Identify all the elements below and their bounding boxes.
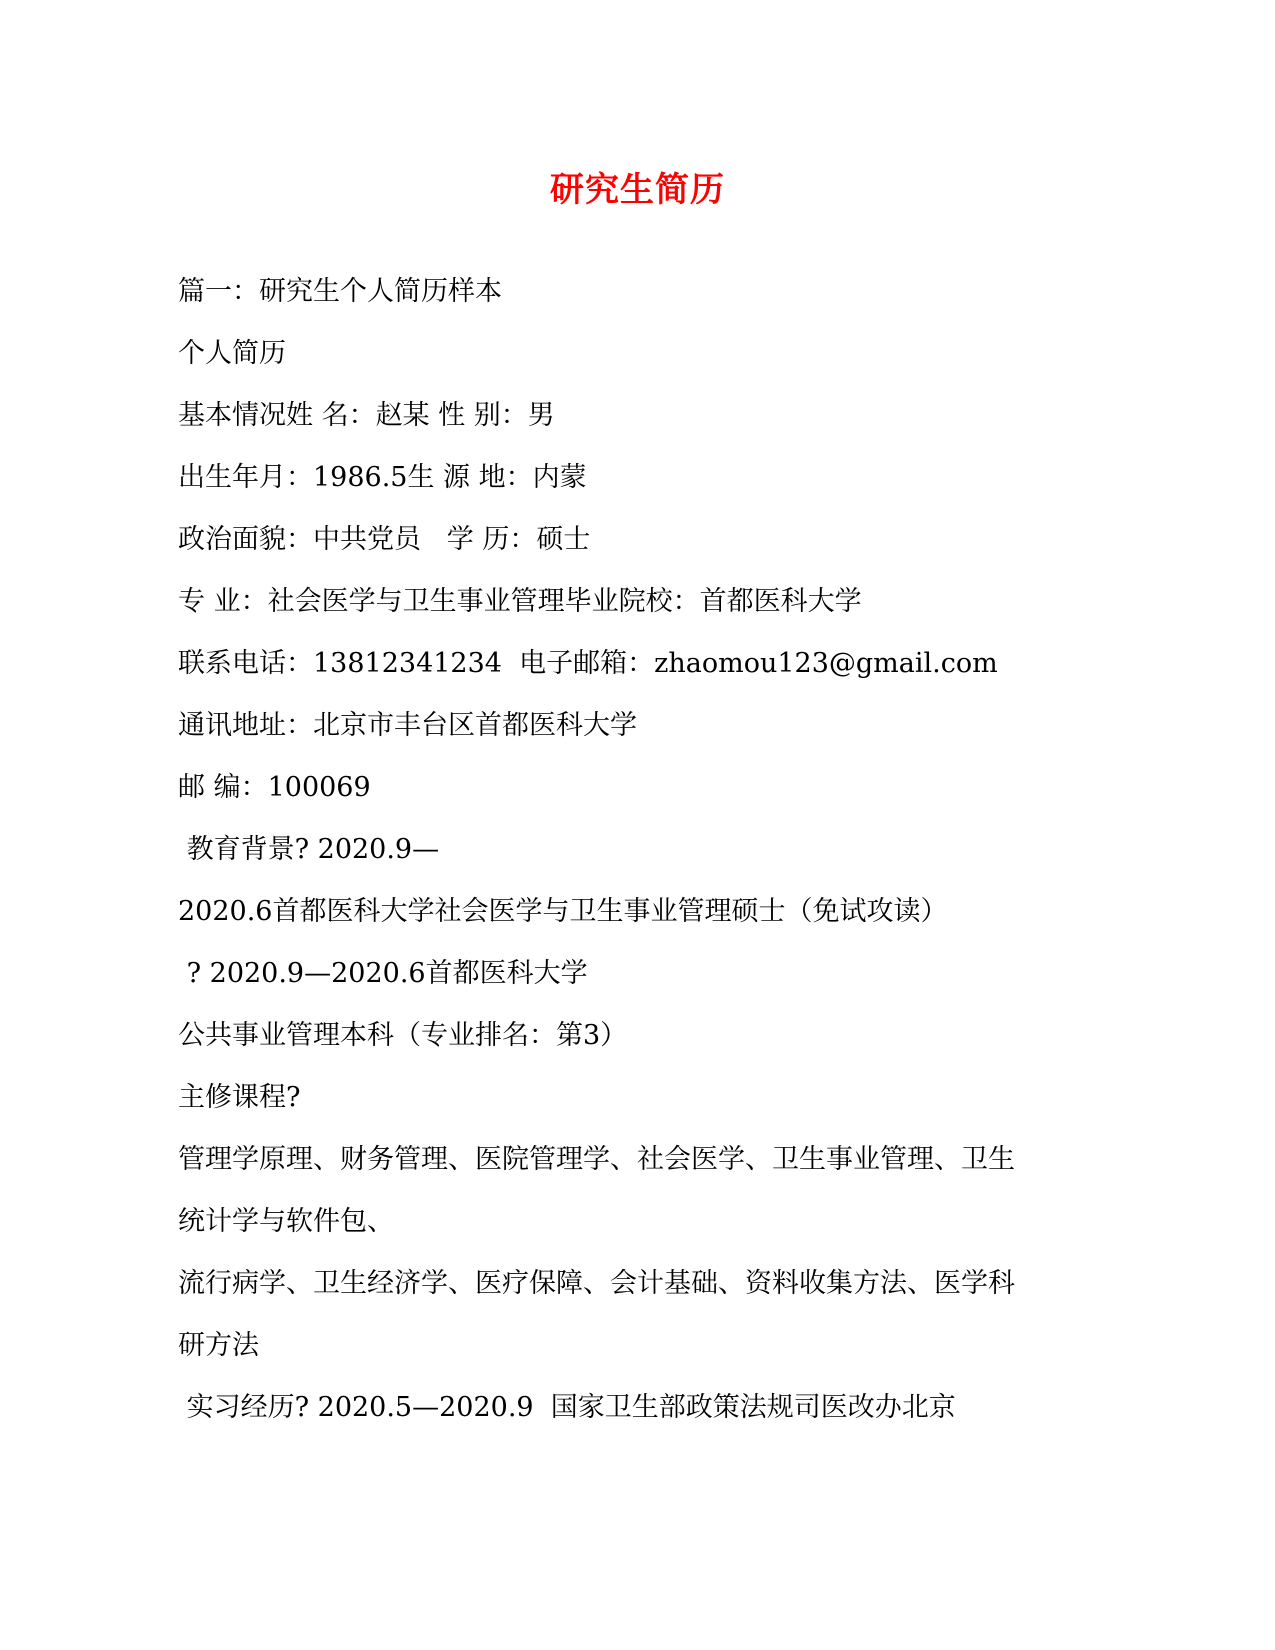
address-line: 通讯地址：北京市丰台区首都医科大学: [178, 710, 637, 741]
internship-line: 实习经历? 2020.5—2020.9 国家卫生部政策法规司医改办北京: [178, 1392, 956, 1423]
document-title: 研究生简历: [550, 170, 725, 210]
postcode-line: 邮 编：100069: [178, 772, 371, 803]
courses-line-3: 流行病学、卫生经济学、医疗保障、会计基础、资料收集方法、医学科: [178, 1268, 1015, 1299]
contact-line: 联系电话：13812341234 电子邮箱：zhaomou123@gmail.com: [178, 648, 998, 679]
courses-line-1: 管理学原理、财务管理、医院管理学、社会医学、卫生事业管理、卫生: [178, 1144, 1015, 1175]
education-master-line: 2020.6首都医科大学社会医学与卫生事业管理硕士（免试攻读）: [178, 896, 948, 927]
basic-info-name-gender: 基本情况姓 名：赵某 性 别：男: [178, 400, 555, 431]
birth-origin-line: 出生年月：1986.5生 源 地：内蒙: [178, 462, 587, 493]
section-heading: 篇一：研究生个人简历样本: [178, 276, 502, 307]
political-education-line: 政治面貌：中共党员 学 历：硕士: [178, 524, 591, 555]
education-bachelor-line: ? 2020.9—2020.6首都医科大学: [178, 958, 588, 989]
education-heading-line: 教育背景? 2020.9—: [178, 834, 440, 865]
resume-heading: 个人简历: [178, 338, 286, 369]
education-bachelor-detail-line: 公共事业管理本科（专业排名：第3）: [178, 1020, 628, 1051]
courses-line-4: 研方法: [178, 1330, 259, 1361]
courses-heading-line: 主修课程?: [178, 1082, 301, 1113]
major-school-line: 专 业：社会医学与卫生事业管理毕业院校：首都医科大学: [178, 586, 862, 617]
courses-line-2: 统计学与软件包、: [178, 1206, 394, 1237]
